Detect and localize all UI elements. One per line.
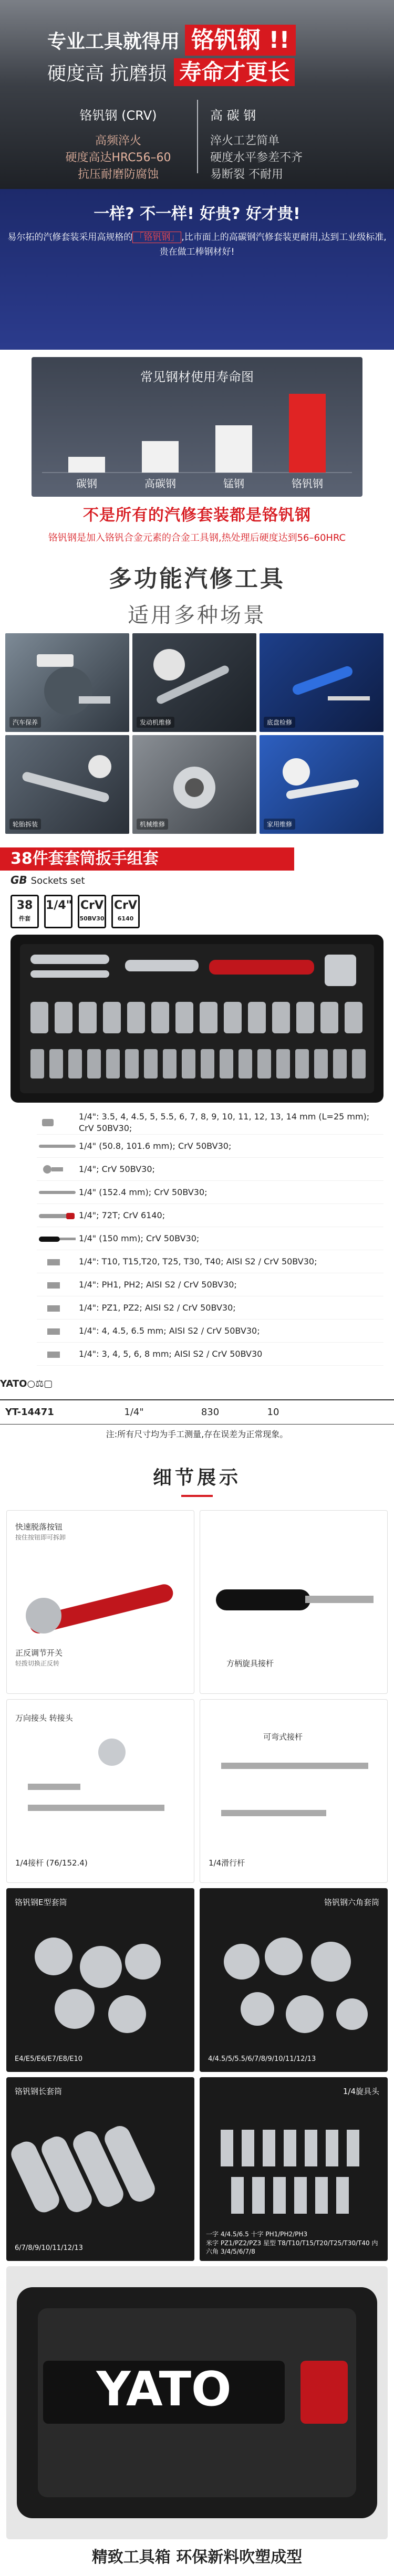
steel-lifespan-chart-section bbox=[0, 347, 394, 499]
pozidriv-bit-icon bbox=[37, 1301, 79, 1315]
socket-slot bbox=[79, 1002, 97, 1033]
chart-bar bbox=[68, 457, 105, 473]
hero-banner bbox=[0, 0, 394, 189]
bit-slot bbox=[314, 1049, 328, 1078]
socket-slot bbox=[127, 1002, 145, 1033]
bit-slot bbox=[352, 1049, 366, 1078]
chart-x-tick-label: 铬钒钢 bbox=[292, 477, 323, 490]
detail-bits: 1/4旋具头 一字 4/4.5/6.5 十字 PH1/PH2/PH3 米字 PZ1/PZ2/PZ3 星型 T8/T10/T15/T20/T25/T30/T40 内六角 3/4/5/6/7/8 bbox=[200, 2077, 388, 2261]
socket-slot bbox=[55, 1002, 72, 1033]
hero-crv-column bbox=[53, 105, 184, 183]
bit-slot bbox=[106, 1049, 120, 1078]
detail-hex-sockets: 铬钒钢六角套筒 4/4.5/5/5.5/6/7/8/9/10/11/12/13 bbox=[200, 1888, 388, 2072]
badge-drive: 1/4" bbox=[44, 895, 72, 928]
notall-title: 不是所有的汽修套装都是铬钒钢 bbox=[83, 506, 311, 525]
hex-socket-icon bbox=[200, 1888, 388, 2072]
crv-heading: 铬钒钢 (CRV) bbox=[79, 108, 157, 123]
chart-x-tick-label: 锰钢 bbox=[223, 477, 244, 490]
toolbox-caption: 精致工具箱 环保新料吹塑成型 bbox=[0, 2539, 394, 2576]
socket-slot bbox=[30, 1002, 48, 1033]
product-sub-text: Sockets set bbox=[30, 875, 85, 886]
crv-item: 抗压耐磨防腐蚀 bbox=[77, 168, 159, 181]
hero-headline bbox=[47, 21, 296, 55]
spec-row: 1/4": T10, T15,T20, T25, T30, T40; AISI S2 / CrV 50BV30; bbox=[37, 1250, 383, 1273]
universal-joint-icon bbox=[37, 1163, 79, 1176]
socket-slot bbox=[248, 1002, 266, 1033]
socket-slot bbox=[345, 1002, 362, 1033]
sku-qty: 10 bbox=[267, 1407, 279, 1418]
detail-deep-sockets: 铬钒钢长套筒 6/7/8/9/10/11/12/13 bbox=[6, 2077, 194, 2261]
box-icon: ▢ bbox=[44, 1378, 53, 1389]
spec-row: 1/4" (50.8, 101.6 mm); CrV 50BV30; bbox=[37, 1135, 383, 1158]
chart-title: 常见钢材使用寿命图 bbox=[140, 370, 254, 384]
chart-canvas bbox=[32, 357, 362, 497]
slogan-title: 一样? 不一样! 好贵? 好才贵! bbox=[94, 205, 300, 223]
scene-label: 轮胎拆装 bbox=[9, 819, 41, 830]
socket-slot bbox=[200, 1002, 217, 1033]
extension-bar-icon bbox=[37, 1139, 79, 1153]
scene-photo bbox=[5, 633, 129, 732]
toolbox-brand-text: YATO bbox=[96, 2362, 232, 2417]
toolset-case-photo bbox=[11, 935, 383, 1103]
product-spec-section bbox=[0, 842, 394, 1447]
scene-photo bbox=[260, 735, 383, 834]
product-title: 38件套套筒扳手组套 bbox=[0, 847, 294, 871]
spec-row: 1/4" (152.4 mm); CrV 50BV30; bbox=[37, 1181, 383, 1204]
spec-list bbox=[0, 1103, 394, 1366]
badge-crv-50bv30: CrV 50BV30 bbox=[78, 895, 106, 928]
socket-slot bbox=[296, 1002, 314, 1033]
chart-bar bbox=[142, 441, 179, 473]
bit-slot bbox=[333, 1049, 347, 1078]
hero-line1-text: 专业工具就得用 bbox=[47, 31, 180, 53]
notall-subtitle: 铬钒钢是加入铬钒合金元素的合金工具钢,热处理后硬度达到56–60HRC bbox=[0, 530, 394, 546]
spec-row: 1/4"; CrV 50BV30; bbox=[37, 1158, 383, 1181]
slogan-desc-highlight: 「铬钒钢」 bbox=[132, 232, 181, 243]
spec-row: 1/4": 4, 4.5, 6.5 mm; AISI S2 / CrV 50BV30; bbox=[37, 1320, 383, 1343]
detail-title-block bbox=[0, 1447, 394, 1505]
detail-flex-extension: 可弯式接杆 1/4滑行杆 bbox=[200, 1699, 388, 1883]
detail-e-sockets: 铬钒钢E型套筒 E4/E5/E6/E7/E8/E10 bbox=[6, 1888, 194, 2072]
flex-bar-icon bbox=[200, 1700, 388, 1883]
scene-label: 家用维修 bbox=[264, 819, 295, 830]
socket-slot bbox=[272, 1002, 290, 1033]
bit-slot bbox=[144, 1049, 158, 1078]
detail-title: 细节展示 bbox=[152, 1467, 241, 1489]
multi-title: 多功能汽修工具 bbox=[109, 566, 285, 592]
slogan-banner bbox=[0, 189, 394, 347]
usage-scenes-grid bbox=[0, 625, 394, 842]
bit-slot bbox=[257, 1049, 271, 1078]
extension-bar-icon bbox=[7, 1700, 194, 1883]
multi-subtitle: 适用多种场景 bbox=[128, 603, 266, 627]
socket-slot bbox=[224, 1002, 242, 1033]
bit-slot bbox=[49, 1049, 63, 1078]
hero-line2-text: 硬度高 抗磨损 bbox=[47, 63, 167, 85]
scene-photo bbox=[132, 735, 256, 834]
multi-function-banner bbox=[0, 546, 394, 625]
spec-row: 1/4"; 72T; CrV 6140; bbox=[37, 1204, 383, 1227]
hero-divider bbox=[197, 100, 198, 173]
chart-x-tick-label: 高碳钢 bbox=[144, 477, 176, 490]
spec-badges bbox=[0, 895, 394, 931]
sku-code: YT-14471 bbox=[5, 1407, 54, 1418]
spec-row: 1/4": 3.5, 4, 4.5, 5, 5.5, 6, 7, 8, 9, 10, 11, 12, 13, 14 mm (L=25 mm); CrV 50BV30; bbox=[37, 1111, 383, 1135]
chart-bar bbox=[215, 425, 252, 473]
slogan-desc-part1: 易尔拓的汽修套装采用高规格的 bbox=[7, 232, 133, 243]
detail-ratchet: 快速脱落按钮 按住按钮即可拆卸 正反调节开关 轻拨切换正反转 bbox=[6, 1510, 194, 1694]
weight-icon: ⚖ bbox=[35, 1378, 44, 1389]
notall-banner bbox=[0, 499, 394, 530]
crv-item: 高频淬火 bbox=[95, 134, 141, 148]
spec-row: 1/4": PH1, PH2; AISI S2 / CrV 50BV30; bbox=[37, 1273, 383, 1296]
scene-photo bbox=[260, 633, 383, 732]
scene-photo bbox=[5, 735, 129, 834]
deep-socket-icon bbox=[6, 2077, 194, 2261]
carbon-heading: 高 碳 钢 bbox=[210, 108, 256, 123]
measurement-note: 注:所有尺寸均为手工测量,存在误差为正常现象。 bbox=[0, 1425, 394, 1447]
hero-line2-red: 寿命才更长 bbox=[174, 58, 295, 86]
detail-section bbox=[0, 1447, 394, 2576]
sku-weight: 830 bbox=[201, 1407, 220, 1418]
toolbox-icon bbox=[6, 2266, 388, 2539]
slogan-description bbox=[0, 230, 394, 259]
product-title-bar bbox=[0, 842, 394, 874]
carbon-item: 硬度水平参差不齐 bbox=[210, 151, 303, 164]
product-sub-bold: GB bbox=[11, 874, 27, 886]
scene-label: 发动机维修 bbox=[137, 717, 174, 728]
phillips-bit-icon bbox=[37, 1278, 79, 1292]
detail-universal-joint: 万向接头 转接头 1/4接杆 (76/152.4) bbox=[6, 1699, 194, 1883]
hero-carbon-column bbox=[210, 105, 341, 183]
bit-slot bbox=[201, 1049, 214, 1078]
toolbox-photo bbox=[6, 2266, 388, 2539]
socket-slot bbox=[103, 1002, 121, 1033]
screwdriver-handle-icon bbox=[37, 1232, 79, 1245]
socket-icon bbox=[37, 1116, 79, 1129]
detail-screwdriver: 方柄旋具接杆 bbox=[200, 1510, 388, 1694]
spec-row: 1/4" (150 mm); CrV 50BV30; bbox=[37, 1227, 383, 1250]
chart-x-tick-label: 碳钢 bbox=[76, 477, 97, 490]
socket-slot bbox=[151, 1002, 169, 1033]
torx-bit-icon bbox=[37, 1255, 79, 1269]
chart-bar bbox=[289, 394, 326, 473]
detail-grid bbox=[0, 1505, 394, 2261]
carbon-item: 淬火工艺简单 bbox=[210, 134, 280, 148]
spec-row: 1/4": PZ1, PZ2; AISI S2 / CrV 50BV30; bbox=[37, 1296, 383, 1320]
case-inner bbox=[20, 944, 374, 1093]
scene-label: 底盘检修 bbox=[264, 717, 295, 728]
sku-table-header bbox=[0, 1373, 394, 1394]
scene-label: 机械维修 bbox=[137, 819, 168, 830]
e-socket-icon bbox=[6, 1888, 194, 2072]
steel-lifespan-chart bbox=[32, 357, 362, 497]
slogan-desc-part2: ,比市面上的高碳钢汽修套装更耐用,达到工业级标准,贵在做工棒钢材好! bbox=[159, 232, 387, 257]
detail-title-underline bbox=[181, 1495, 213, 1497]
drive-icon: ○ bbox=[27, 1378, 36, 1389]
hero-subheadline bbox=[47, 55, 295, 87]
bit-slot bbox=[87, 1049, 101, 1078]
sku-table-row bbox=[0, 1399, 394, 1425]
scene-photo bbox=[132, 633, 256, 732]
bit-slot bbox=[68, 1049, 82, 1078]
badge-crv-6140: CrV 6140 bbox=[111, 895, 140, 928]
spec-row: 1/4": 3, 4, 5, 6, 8 mm; AISI S2 / CrV 50BV30 bbox=[37, 1343, 383, 1366]
badge-pieces: 38 件套 bbox=[11, 895, 39, 928]
bit-slot bbox=[163, 1049, 177, 1078]
hero-line1-red: 铬钒钢 !! bbox=[185, 25, 296, 56]
bit-slot bbox=[30, 1049, 44, 1078]
product-subtitle bbox=[0, 874, 394, 895]
ratchet-icon bbox=[37, 1209, 79, 1222]
bit-slot bbox=[295, 1049, 309, 1078]
bit-slot bbox=[125, 1049, 139, 1078]
carbon-item: 易断裂 不耐用 bbox=[210, 168, 283, 181]
bit-slot bbox=[276, 1049, 290, 1078]
sku-drive: 1/4" bbox=[124, 1407, 144, 1418]
socket-slot bbox=[320, 1002, 338, 1033]
brand-logo: YATO bbox=[0, 1378, 27, 1389]
scene-label: 汽车保养 bbox=[9, 717, 41, 728]
hex-bit-icon bbox=[37, 1347, 79, 1361]
flexible-extension-icon bbox=[37, 1186, 79, 1199]
slotted-bit-icon bbox=[37, 1324, 79, 1338]
bit-slot bbox=[239, 1049, 252, 1078]
bit-slot bbox=[182, 1049, 195, 1078]
socket-set-icon bbox=[20, 944, 374, 1093]
bit-slot bbox=[220, 1049, 233, 1078]
crv-item: 硬度高达HRC56–60 bbox=[65, 151, 171, 164]
socket-slot bbox=[175, 1002, 193, 1033]
